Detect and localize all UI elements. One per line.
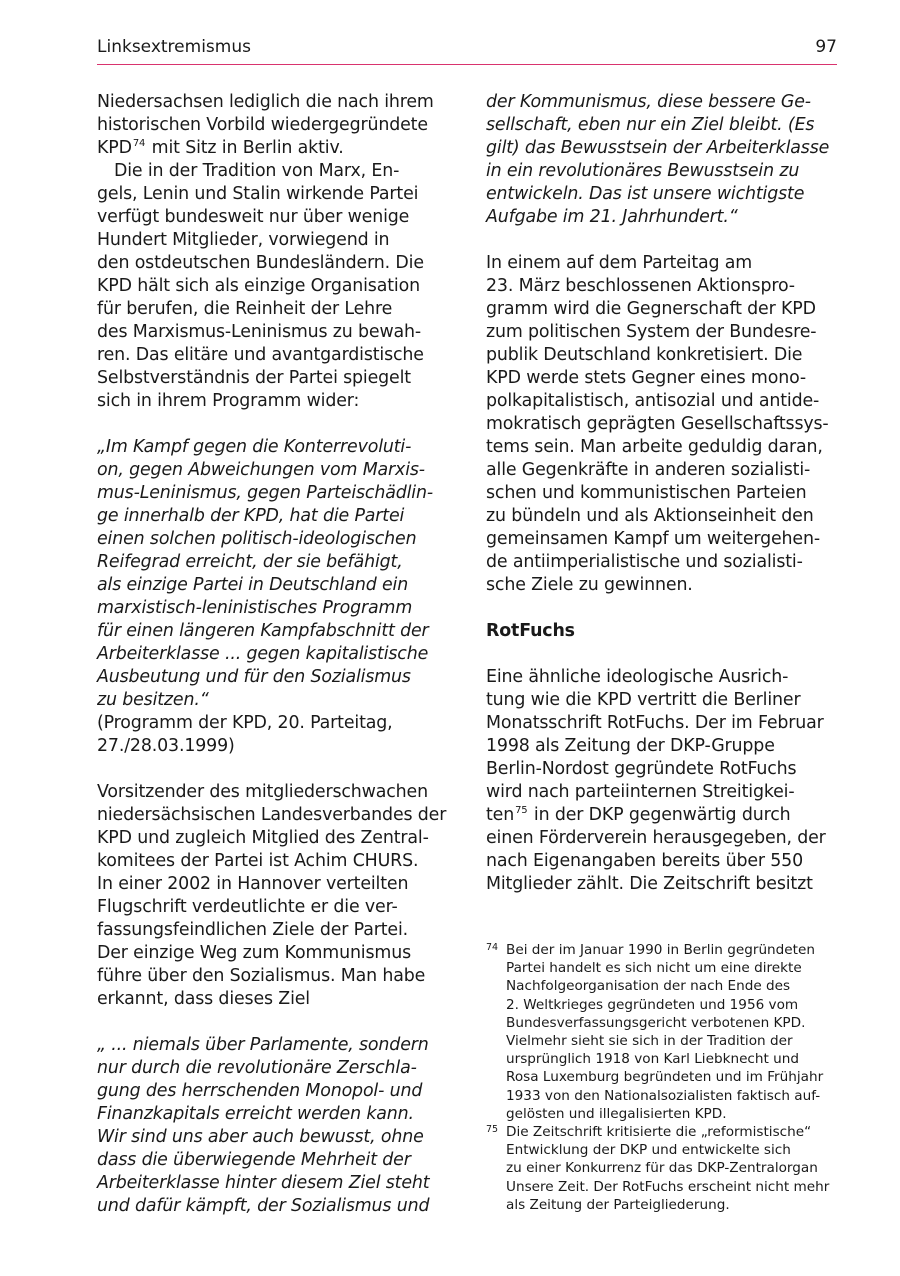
quote-line: nur durch die revolutionäre Zerschla-	[97, 1058, 417, 1078]
text-line: erkannt, dass dieses Ziel	[97, 989, 310, 1009]
text-line: Berlin-Nordost gegründete RotFuchs	[486, 759, 797, 779]
text-line: Hundert Mitglieder, vorwiegend in	[97, 230, 390, 250]
quote-line: mus-Leninismus, gegen Parteischädlin-	[97, 483, 433, 503]
quote-line: Reifegrad erreicht, der sie befähigt,	[97, 552, 403, 572]
quote-line: Arbeiterklasse hinter diesem Ziel steht	[97, 1173, 430, 1193]
text-line: KPD hält sich als einzige Organisation	[97, 276, 420, 296]
text-line: niedersächsischen Landesverbandes der	[97, 805, 447, 825]
text-line: KPD und zugleich Mitglied des Zentral-	[97, 828, 429, 848]
quote-line: gilt) das Bewusstsein der Arbeiterklasse	[486, 138, 830, 158]
paragraph-kpd-intro	[97, 91, 457, 160]
quote-line: ge innerhalb der KPD, hat die Partei	[97, 506, 405, 526]
quote-line: Aufgabe im 21. Jahrhundert.“	[486, 207, 738, 227]
footnote-line: 1933 von den Nationalsozialisten faktisch auf-	[506, 1087, 821, 1104]
text-line: Vorsitzender des mitgliederschwachen	[97, 782, 428, 802]
footnote-line: als Zeitung der Parteigliederung.	[506, 1196, 730, 1213]
text-line: Der einzige Weg zum Kommunismus	[97, 943, 411, 963]
text-line: Die in der Tradition von Marx, En-	[114, 161, 400, 181]
text-line: 1998 als Zeitung der DKP-Gruppe	[486, 736, 775, 756]
footnote-75	[486, 1123, 846, 1214]
text-line: verfügt bundesweit nur über wenige	[97, 207, 410, 227]
text-line	[486, 804, 842, 827]
quote-line: Ausbeutung und für den Sozialismus	[97, 667, 411, 687]
heading-text: RotFuchs	[486, 621, 575, 641]
text-line: führe über den Sozialismus. Man habe	[97, 966, 426, 986]
quote-line: entwickeln. Das ist unsere wichtigste	[486, 184, 805, 204]
text-line: für berufen, die Reinheit der Lehre	[97, 299, 393, 319]
footnote-line: gelösten und illegalisierten KPD.	[506, 1105, 727, 1122]
quote-line: „ ... niemals über Parlamente, sondern	[97, 1035, 429, 1055]
footnote-line: ursprünglich 1918 von Karl Liebknecht und	[506, 1051, 800, 1068]
text-line: 27./28.03.1999)	[97, 736, 235, 756]
text-line: tems sein. Man arbeite geduldig daran,	[486, 437, 823, 457]
text-line: gemeinsamen Kampf um weitergehen-	[486, 529, 820, 549]
text-fragment: mit Sitz in Berlin aktiv.	[151, 138, 344, 158]
paragraph-kpd-tradition	[97, 160, 457, 413]
quote-line: in ein revolutionäres Bewusstsein zu	[486, 161, 800, 181]
footnote-line: 2. Weltkrieges gegründeten und 1956 vom	[506, 996, 799, 1013]
footnote-74	[486, 941, 846, 1123]
text-line: historischen Vorbild wiedergegründete	[97, 115, 428, 135]
footnote-ref-75[interactable]: 75	[515, 805, 528, 817]
quote-line: Arbeiterklasse ... gegen kapitalistische	[97, 644, 429, 664]
paragraph-rotfuchs	[486, 666, 842, 896]
section-heading-rotfuchs	[486, 620, 842, 643]
text-fragment: KPD	[97, 138, 132, 158]
text-line: komitees der Partei ist Achim CHURS.	[97, 851, 419, 871]
quote-line: als einzige Partei in Deutschland ein	[97, 575, 409, 595]
text-line: sich in ihrem Programm wider:	[97, 391, 360, 411]
quote-line: Finanzkapitals erreicht werden kann.	[97, 1104, 414, 1124]
text-line: wird nach parteiinternen Streitigkei-	[486, 782, 795, 802]
text-line: Monatsschrift RotFuchs. Der im Februar	[486, 713, 824, 733]
text-fragment: ten	[486, 805, 515, 825]
footnote-line: Nachfolgeorganisation der nach Ende des	[506, 978, 791, 995]
text-line: In einem auf dem Parteitag am	[486, 253, 753, 273]
footnote-line: Partei handelt es sich nicht um eine direkte	[506, 960, 802, 977]
footnote-line: Bundesverfassungsgericht verbotenen KPD.	[506, 1014, 806, 1031]
text-line: Selbstverständnis der Partei spiegelt	[97, 368, 411, 388]
text-line: Niedersachsen lediglich die nach ihrem	[97, 92, 434, 112]
quote-line: „Im Kampf gegen die Konterrevoluti-	[97, 437, 412, 457]
left-column	[97, 91, 457, 1218]
running-header	[97, 36, 837, 65]
section-title: Linksextremismus	[97, 37, 251, 57]
text-line: des Marxismus-Leninismus zu bewah-	[97, 322, 422, 342]
text-line: sche Ziele zu gewinnen.	[486, 575, 693, 595]
footnote-line: Die Zeitschrift kritisierte die „reformistische“	[506, 1124, 812, 1141]
text-line: de antiimperialistische und sozialisti-	[486, 552, 803, 572]
text-line: einen Förderverein herausgegeben, der	[486, 828, 826, 848]
text-line: Mitglieder zählt. Die Zeitschrift besitzt	[486, 874, 813, 894]
quote-line: marxistisch-leninistisches Programm	[97, 598, 413, 618]
footnote-number: 74	[486, 942, 499, 953]
page-number: 97	[815, 37, 837, 57]
text-line: gels, Lenin und Stalin wirkende Partei	[97, 184, 419, 204]
text-line: In einer 2002 in Hannover verteilten	[97, 874, 409, 894]
footnote-line: Rosa Luxemburg begründeten und im Frühjahr	[506, 1069, 824, 1086]
text-line: schen und kommunistischen Parteien	[486, 483, 807, 503]
quote-flugschrift-continued	[486, 91, 842, 229]
paragraph-aktionsprogramm	[486, 252, 842, 597]
quote-line: einen solchen politisch-ideologischen	[97, 529, 417, 549]
quote-source	[97, 712, 457, 758]
footnote-line: Entwicklung der DKP und entwickelte sich	[506, 1142, 791, 1159]
text-line: alle Gegenkräfte in anderen sozialisti-	[486, 460, 811, 480]
footnote-ref-74[interactable]: 74	[132, 138, 146, 150]
text-line: gramm wird die Gegnerschaft der KPD	[486, 299, 816, 319]
text-line: polkapitalistisch, antisozial und antide-	[486, 391, 820, 411]
right-column	[486, 91, 842, 896]
text-line: ren. Das elitäre und avantgardistische	[97, 345, 424, 365]
quote-line: on, gegen Abweichungen vom Marxis-	[97, 460, 425, 480]
text-line: den ostdeutschen Bundesländern. Die	[97, 253, 424, 273]
footnote-number: 75	[486, 1124, 499, 1136]
quote-line: für einen längeren Kampfabschnitt der	[97, 621, 429, 641]
text-line: nach Eigenangaben bereits über 550	[486, 851, 804, 871]
text-line: KPD werde stets Gegner eines mono-	[486, 368, 807, 388]
quote-flugschrift	[97, 1034, 457, 1218]
text-line: Eine ähnliche ideologische Ausrich-	[486, 667, 789, 687]
footnote-line: Bei der im Januar 1990 in Berlin gegründeten	[506, 942, 815, 958]
quote-line: gung des herrschenden Monopol- und	[97, 1081, 423, 1101]
paragraph-churs	[97, 781, 457, 1011]
quote-line: Wir sind uns aber auch bewusst, ohne	[97, 1127, 424, 1147]
text-fragment: in der DKP gegenwärtig durch	[533, 805, 791, 825]
text-line	[97, 137, 457, 160]
text-line: zum politischen System der Bundesre-	[486, 322, 817, 342]
quote-line: dass die überwiegende Mehrheit der	[97, 1150, 411, 1170]
text-line: zu bündeln und als Aktionseinheit den	[486, 506, 814, 526]
footnote-line: Vielmehr sieht sie sich in der Tradition der	[506, 1033, 793, 1050]
footnote-line: zu einer Konkurrenz für das DKP-Zentralorgan	[506, 1160, 818, 1177]
quote-line: der Kommunismus, diese bessere Ge-	[486, 92, 811, 112]
footnotes	[486, 941, 846, 1214]
quote-line: und dafür kämpft, der Sozialismus und	[97, 1196, 430, 1216]
text-line: tung wie die KPD vertritt die Berliner	[486, 690, 801, 710]
footnote-line: Unsere Zeit. Der RotFuchs erscheint nicht mehr	[506, 1178, 830, 1195]
text-line: publik Deutschland konkretisiert. Die	[486, 345, 803, 365]
text-line: Flugschrift verdeutlichte er die ver-	[97, 897, 398, 917]
quote-programm	[97, 436, 457, 712]
text-line: 23. März beschlossenen Aktionspro-	[486, 276, 795, 296]
quote-line: zu besitzen.“	[97, 690, 209, 710]
text-line: (Programm der KPD, 20. Parteitag,	[97, 713, 393, 733]
quote-line: sellschaft, eben nur ein Ziel bleibt. (Es	[486, 115, 815, 135]
text-line: mokratisch geprägten Gesellschaftssys-	[486, 414, 829, 434]
text-line: fassungsfeindlichen Ziele der Partei.	[97, 920, 409, 940]
